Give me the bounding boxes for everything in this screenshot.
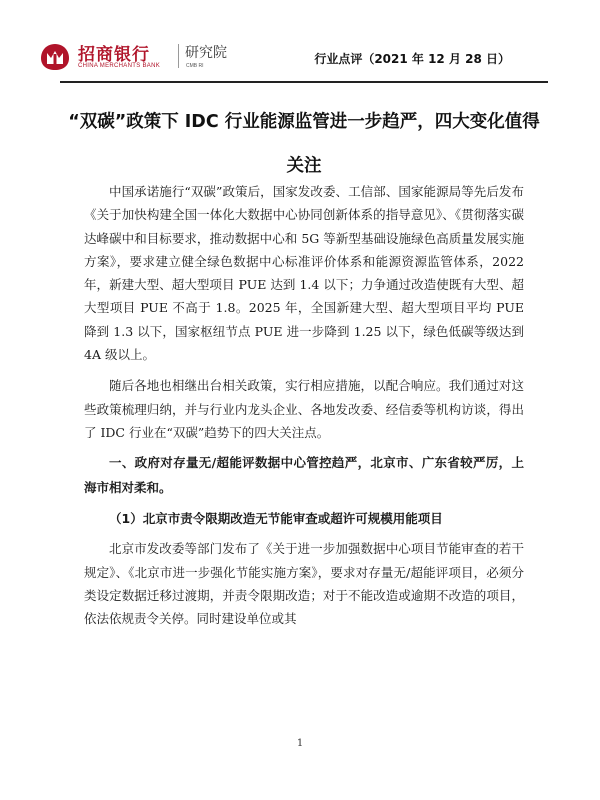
logo-chinese-name: 招商银行 [78, 45, 150, 65]
header-rule [60, 81, 548, 83]
logo-english-name: CHINA MERCHANTS BANK [78, 63, 161, 69]
section-heading-1: 一、政府对存量无/超能评数据中心管控趋严，北京市、广东省较严厉，上海市相对柔和。 [84, 455, 524, 496]
institute-english-name: CMB RI [186, 63, 204, 69]
subsection-heading-1: （1）北京市责令限期改造无节能审查或超许可规模用能项目 [109, 511, 443, 527]
report-header [28, 36, 548, 76]
document-body [84, 180, 524, 630]
page-number: 1 [296, 738, 304, 749]
institute-name: 研究院 [185, 45, 227, 61]
paragraph-summary: 随后各地也相继出台相关政策，实行相应措施，以配合响应。我们通过对这些政策梳理归纳，并与行业内龙头企业、各地发改委、经信委等机构访谈，得出了 IDC 行业在“双碳”趋势下的四大关注点。 [84, 378, 524, 440]
document-title: “双碳”政策下 IDC 行业能源监管进一步趋严，四大变化值得关注 [68, 112, 540, 176]
report-type-date: 行业点评（2021 年 12 月 28 日） [314, 52, 510, 66]
paragraph-beijing: 北京市发改委等部门发布了《关于进一步加强数据中心项目节能审查的若干规定》、《北京市进一步强化节能实施方案》，要求对存量无/超能评项目，必须分类设定数据迁移过渡期，并责令限期改造；对于不能改造或逾期不改造的项目，依法依规责令关停。同时建设单位或其 [84, 541, 524, 627]
paragraph-intro: 中国承诺施行“双碳”政策后，国家发改委、工信部、国家能源局等先后发布《关于加快构建全国一体化大数据中心协同创新体系的指导意见》、《贯彻落实碳达峰碳中和目标要求，推动数据中心和 5G 等新型基础设施绿色高质量发展实施方案》，要求建立健全绿色数据中心标准评价体系和能源资源监管体系，2022 年，新建大型、超大型项目 PUE 达到 1.4 以下；力争通过改造使既有大型、超大型项目 PUE 不高于 1.8。2025 年，全国新建大型、超大型项目平均 PUE 降到 1.3 以下，国家枢纽节点 PUE 进一步降到 1.25 以下，绿色低碳等级达到 4A 级以上。 [84, 184, 524, 363]
cmb-logo-icon [38, 42, 72, 72]
logo-divider [178, 44, 179, 68]
